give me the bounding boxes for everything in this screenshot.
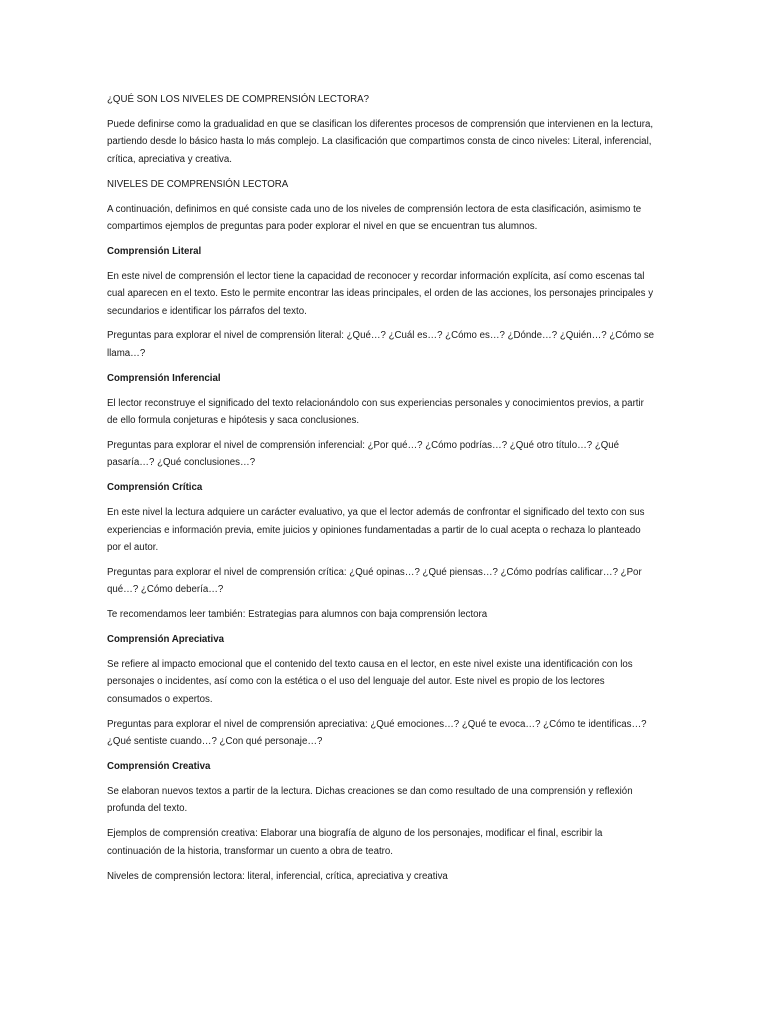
- creativa-heading: Comprensión Creativa: [107, 761, 211, 773]
- inferencial-questions: Preguntas para explorar el nivel de comprensión inferencial: ¿Por qué…? ¿Cómo podrías…? ¿Qué otro título…? ¿Qué pasaría…? ¿Qué conclusiones…?: [107, 440, 620, 469]
- literal-questions: Preguntas para explorar el nivel de comprensión literal: ¿Qué…? ¿Cuál es…? ¿Cómo es…? ¿Dónde…? ¿Quién…? ¿Cómo se llama…?: [107, 330, 655, 359]
- critica-body: En este nivel la lectura adquiere un carácter evaluativo, ya que el lector además de confrontar el significado del texto con sus experiencias e información previa, emite juicios y opiniones fundamentadas a partir de lo cual acepta o rechaza lo planteado por el autor.: [107, 507, 645, 554]
- critica-questions: Preguntas para explorar el nivel de comprensión crítica: ¿Qué opinas…? ¿Qué piensas…? ¿Cómo podrías calificar…? ¿Por qué…? ¿Cómo debería…?: [107, 566, 642, 596]
- recommendation-paragraph: Te recomendamos leer también: Estrategias para alumnos con baja comprensión lectora: [107, 609, 488, 621]
- critica-heading: Comprensión Crítica: [107, 482, 203, 494]
- inferencial-body: El lector reconstruye el significado del texto relacionándolo con sus experiencias personales y conocimientos previos, a partir de ello formula conjeturas e hipótesis y saca conclusiones.: [107, 397, 644, 427]
- apreciativa-heading: Comprensión Apreciativa: [107, 634, 224, 646]
- intro-paragraph: Puede definirse como la gradualidad en que se clasifican los diferentes procesos de comprensión que intervienen en la lectura, partiendo desde lo básico hasta lo más complejo. La clasificación que compartimos consta de cinco niveles: Literal, inferencial, crítica, apreciativa y creativa.: [107, 118, 654, 165]
- closing-paragraph: Niveles de comprensión lectora: literal, inferencial, crítica, apreciativa y creativa: [107, 870, 448, 882]
- inferencial-heading: Comprensión Inferencial: [107, 372, 221, 384]
- apreciativa-body: Se refiere al impacto emocional que el contenido del texto causa en el lector, en este nivel existe una identificación con los personajes o incidentes, así como con la estética o el uso del lenguaje del autor. Este nivel es propio de los lectores consumados o expertos.: [107, 659, 633, 705]
- literal-body: En este nivel de comprensión el lector tiene la capacidad de reconocer y recordar información explícita, así como escenas tal cual aparecen en el texto. Esto le permite encontrar las ideas principales, el orden de las acciones, los personajes principales y secundarios e identificar los párrafos del texto.: [107, 270, 654, 317]
- section-title: NIVELES DE COMPRENSIÓN LECTORA: [107, 178, 289, 190]
- creativa-body: Se elaboran nuevos textos a partir de la lectura. Dichas creaciones se dan como resultado de una comprensión y reflexión profunda del texto.: [107, 786, 633, 815]
- document-page: [107, 91, 655, 893]
- apreciativa-questions: Preguntas para explorar el nivel de comprensión apreciativa: ¿Qué emociones…? ¿Qué te evoca…? ¿Cómo te identificas…? ¿Qué sentiste cuando…? ¿Con qué personaje…?: [107, 718, 647, 748]
- document-title: ¿QUÉ SON LOS NIVELES DE COMPRENSIÓN LECTORA?: [107, 94, 369, 105]
- literal-heading: Comprensión Literal: [107, 245, 202, 257]
- creativa-examples: Ejemplos de comprensión creativa: Elaborar una biografía de alguno de los personajes, modificar el final, escribir la continuación de la historia, transformar un cuento a obra de teatro.: [107, 828, 603, 857]
- section-intro-paragraph: A continuación, definimos en qué consiste cada uno de los niveles de comprensión lectora de esta clasificación, asimismo te compartimos ejemplos de preguntas para poder explorar el nivel en que se encuentran tus alumnos.: [107, 203, 642, 232]
